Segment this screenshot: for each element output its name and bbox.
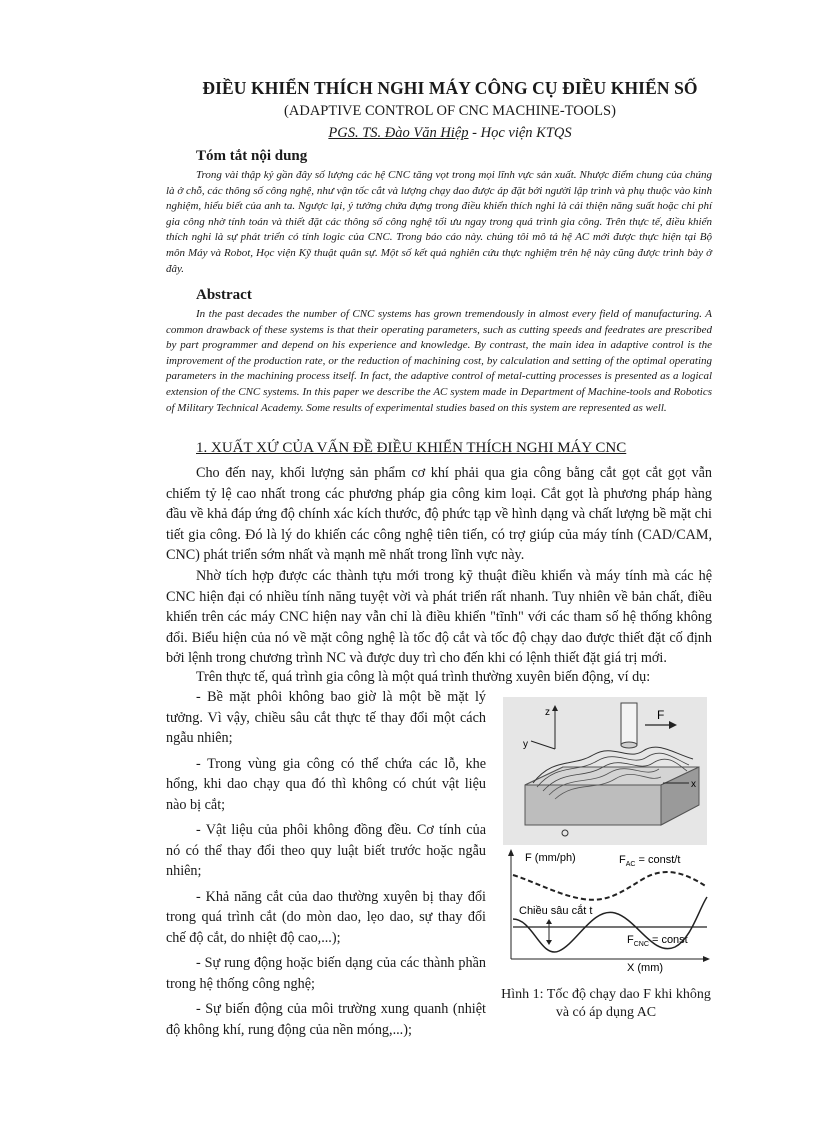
author-affiliation: - Học viện KTQS (468, 125, 572, 141)
milling-cutter (621, 703, 637, 745)
paper-subtitle: (ADAPTIVE CONTROL OF CNC MACHINE-TOOLS) (284, 103, 616, 119)
section-1-heading: 1. XUẤT XỨ CỦA VẤN ĐỀ ĐIỀU KHIỂN THÍCH NGHI MÁY CNC (196, 440, 627, 456)
abstract-text: In the past decades the number of CNC systems has grown tremendously in almost every field of manufacturing. A common drawback of these systems is that their operating parameters, such as cutting speeds and feedrates are prescribed by part programmer and depend on his experience and knowledge. By contrast, the main idea in adaptive control is the improvement of the production rate, or the reduction of machining cost, by calculation and setting of the optimal operating parameters in the machining process itself. In fact, the adaptive control of metal-cutting processes is presented as a logical extension of the CNC systems. In this paper we describe the AC system made in Department of Machine-tools and Robotics of Military Technical Academy. Some results of experimental studies based on this system are represented as well. (166, 308, 712, 414)
chart-x-label: X (mm) (627, 962, 664, 974)
list-item: - Trong vùng gia công có thể chứa các lỗ, khe hổng, khi dao chạy qua đó thì không có chút vật liệu nào bị cắt; (166, 755, 486, 813)
list-item: - Khả năng cắt của dao thường xuyên bị thay đổi trong quá trình cắt (do mòn dao, lẹo dao, sự thay đổi chế độ cắt, do nhiệt độ cao,...); (166, 888, 486, 946)
z-axis-label: z (545, 707, 550, 718)
list-item: - Vật liệu của phôi không đồng đều. Cơ tính của nó có thể thay đổi theo quy luật biết trước hoặc ngẫu nhiên; (166, 822, 486, 879)
feedrate-chart (503, 847, 713, 977)
author-line (150, 125, 750, 142)
section-1-paragraph-1: Cho đến nay, khối lượng sản phẩm cơ khí phải qua gia công bằng cắt gọt cắt gọt vẫn chiếm tỷ lệ cao nhất trong các phương pháp gia công kim loại. Cắt gọt là phương pháp hàng đầu về khả đáp ứng độ chính xác kích thước, độ phức tạp về hình dạng và chất lượng bề mặt chi tiết gia công. Đó là lý do khiến các công nghệ tiên tiến, có trợ giúp của máy tính (CAD/CAM, CNC) phát triển sớm nhất và mạnh mẽ nhất trong lĩnh vực này. (166, 465, 712, 563)
section-1-paragraph-3: Trên thực tế, quá trình gia công là một quá trình thường xuyên biến động, ví dụ: (196, 669, 651, 685)
series-ac-line (513, 872, 707, 900)
chart-x-axis-arrow (703, 956, 710, 962)
chart-y-axis-arrow (508, 849, 514, 856)
figure-caption: Hình 1: Tốc độ chạy dao F khi không và có áp dụng AC (501, 987, 711, 1020)
list-item: - Bề mặt phôi không bao giờ là một bề mặt lý tưởng. Vì vậy, chiều sâu cắt thực tế thay đổi một cách ngẫu nhiên; (166, 689, 486, 746)
cutter-tip (621, 742, 637, 748)
summary-heading: Tóm tắt nội dung (196, 148, 308, 164)
summary-text: Trong vài thập kỷ gần đây số lượng các hệ CNC tăng vọt trong mọi lĩnh vực sản xuất. Nhược điểm chung của chúng là ở chỗ, các thông số công nghệ, như vận tốc cắt và lượng chạy dao được áp đặt bởi người lập trình và phụ thuộc vào kinh nghiệm, hiểu biết của anh ta. Ngược lại, ý tưởng chứa đựng trong điều khiển thích nghi là cải thiện năng suất hoặc chi phí gia công nhờ tính toán và thiết đặt các thông số công nghệ tối ưu ngay trong quá trình gia công. Trên thực tế, điều khiển thích nghi là sự phát triển có tính logic của CNC. Trong báo cáo này. chúng tôi mô tả hệ AC mới được thực hiện tại Bộ môn Máy và Robot, Học viện Kỹ thuật quân sự. Một số kết quả nghiên cứu thực nghiệm trên hệ này cũng được trình bày ở đây. (166, 169, 712, 275)
depth-indicator-arrow-up (546, 919, 552, 924)
list-item: - Sự biến động của môi trường xung quanh (nhiệt độ không khí, rung động của nền móng,...); (166, 1001, 486, 1038)
variation-list (166, 687, 486, 1045)
list-item: - Sự rung động hoặc biến dạng của các thành phần trong hệ thống công nghệ; (166, 955, 486, 992)
depth-indicator-arrow-down (546, 940, 552, 945)
x-axis-label: x (691, 779, 696, 790)
y-axis-label: y (523, 739, 528, 750)
abstract-heading: Abstract (196, 287, 252, 303)
feed-label: F (657, 708, 665, 722)
author-name: PGS. TS. Đào Văn Hiệp (328, 125, 469, 141)
chart-y-label: F (mm/ph) (525, 852, 576, 864)
paper-title: ĐIỀU KHIỂN THÍCH NGHI MÁY CÔNG CỤ ĐIỀU KHIỂN SỐ (202, 78, 698, 98)
series-depth-label: Chiều sâu cắt t (519, 905, 593, 917)
section-1-paragraph-2: Nhờ tích hợp được các thành tựu mới trong kỹ thuật điều khiển và máy tính mà các hệ CNC hiện đại có nhiều tính năng tuyệt vời và phát triển rất nhanh. Tuy nhiên về bản chất, điều khiển trên các máy CNC hiện nay vẫn chỉ là điều khiển "tĩnh" với các tham số hệ thống không đổi. Biểu hiện của nó về mặt công nghệ là tốc độ cắt và tốc độ chạy dao được thiết đặt cố định bởi lệnh trong chương trình NC và được duy trì cho đến khi có lệnh thiết đặt giá trị mới. (166, 568, 712, 666)
milling-illustration (503, 697, 707, 845)
series-cnc-label: $F_{CNC}$ = const (627, 934, 688, 948)
series-ac-label: $F_{AC}$ = const/t (619, 854, 681, 868)
